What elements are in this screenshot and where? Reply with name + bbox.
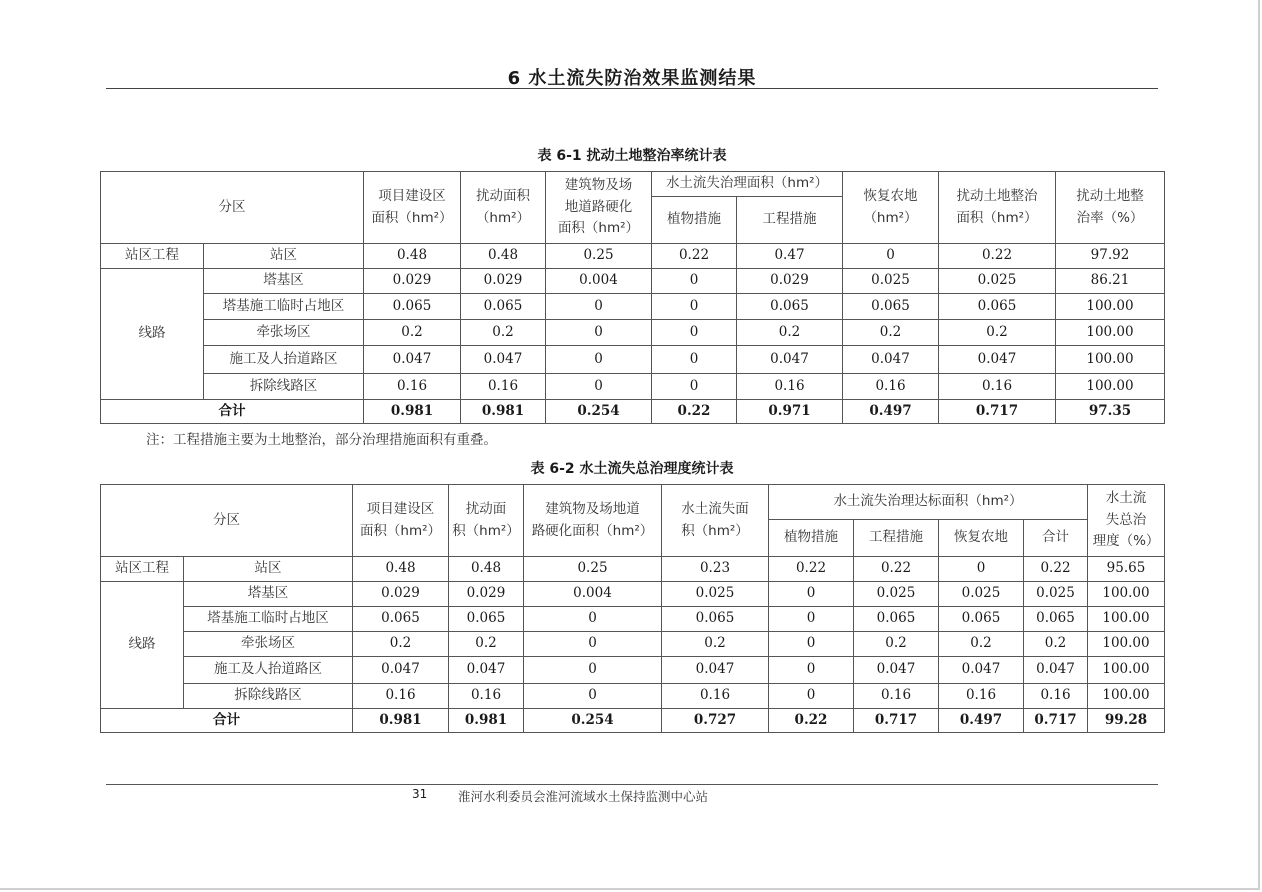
cell: 100.00 [1088, 632, 1165, 657]
cell: 0.981 [461, 400, 546, 424]
header-plant-measures: 植物措施 [652, 197, 737, 244]
cell: 0.16 [364, 374, 461, 400]
header-line: 治率（%） [1076, 209, 1144, 226]
zone-label: 站区 [184, 557, 353, 582]
header-line: 项目建设区 [366, 500, 435, 517]
zone-label: 拆除线路区 [204, 374, 364, 400]
header-line: 积（hm²） [681, 522, 749, 539]
cell: 0.48 [364, 244, 461, 269]
cell: 0 [769, 582, 854, 607]
cell: 0.22 [1024, 557, 1088, 582]
cell: 0.029 [449, 582, 524, 607]
cell: 0 [546, 320, 652, 346]
group-label-line: 线路 [101, 269, 204, 400]
cell: 0.16 [1024, 684, 1088, 709]
cell: 0.497 [843, 400, 939, 424]
cell: 0 [546, 294, 652, 320]
table-row [101, 607, 1165, 632]
cell: 0.047 [939, 346, 1056, 374]
header-line: 扰动面积 [476, 187, 530, 204]
cell: 0.2 [939, 320, 1056, 346]
table-row [101, 657, 1165, 684]
cell: 0 [546, 374, 652, 400]
header-line: 积（hm²） [452, 522, 520, 539]
cell: 100.00 [1056, 374, 1165, 400]
cell: 0.2 [662, 632, 769, 657]
table-total-row [101, 400, 1165, 424]
cell: 0 [769, 657, 854, 684]
cell: 0.047 [353, 657, 449, 684]
table2-caption: 表 6-2 水土流失总治理度统计表 [530, 461, 734, 477]
cell: 0.025 [854, 582, 939, 607]
header-line: 面积（hm²） [557, 220, 640, 237]
cell: 0.16 [854, 684, 939, 709]
cell: 0.47 [737, 244, 843, 269]
zone-label: 牵张场区 [184, 632, 353, 657]
cell: 0.065 [449, 607, 524, 632]
header-restored-farmland [843, 172, 939, 244]
header-divider [106, 88, 1158, 89]
cell: 0 [546, 346, 652, 374]
cell: 0 [524, 684, 662, 709]
cell: 0 [769, 607, 854, 632]
cell: 0.2 [939, 632, 1024, 657]
zone-label: 塔基施工临时占地区 [184, 607, 353, 632]
header-disturbed-area [449, 485, 524, 557]
cell: 0.029 [353, 582, 449, 607]
cell: 0.047 [364, 346, 461, 374]
cell: 0 [843, 244, 939, 269]
cell: 0.065 [461, 294, 546, 320]
cell: 0.16 [843, 374, 939, 400]
zone-label: 施工及人抬道路区 [184, 657, 353, 684]
cell: 0.065 [364, 294, 461, 320]
header-line: 面积（hm²） [956, 209, 1038, 226]
cell: 0 [652, 374, 737, 400]
cell: 0.065 [1024, 607, 1088, 632]
cell: 86.21 [1056, 269, 1165, 294]
header-control-area-group: 水土流失治理达标面积（hm²） [769, 485, 1088, 520]
cell: 0.22 [652, 400, 737, 424]
cell: 0.047 [449, 657, 524, 684]
cell: 0.2 [364, 320, 461, 346]
table-row [101, 582, 1165, 607]
cell: 97.35 [1056, 400, 1165, 424]
group-label-station: 站区工程 [101, 244, 204, 269]
header-zone: 分区 [101, 172, 364, 244]
table-row [101, 244, 1165, 269]
cell: 0.16 [662, 684, 769, 709]
cell: 100.00 [1056, 320, 1165, 346]
table-row [101, 269, 1165, 294]
cell: 0.047 [1024, 657, 1088, 684]
cell: 0 [939, 557, 1024, 582]
cell: 0.2 [353, 632, 449, 657]
cell: 100.00 [1056, 346, 1165, 374]
cell: 0 [652, 294, 737, 320]
cell: 0.971 [737, 400, 843, 424]
cell: 0.025 [939, 582, 1024, 607]
cell: 0.22 [769, 709, 854, 733]
cell: 97.92 [1056, 244, 1165, 269]
header-subtotal: 合计 [1024, 520, 1088, 557]
cell: 100.00 [1088, 582, 1165, 607]
header-total-control-degree [1088, 485, 1165, 557]
cell: 0.047 [843, 346, 939, 374]
zone-label: 拆除线路区 [184, 684, 353, 709]
header-line: 水土流失面 [681, 500, 749, 517]
cell: 0.004 [546, 269, 652, 294]
header-rectification-rate [1056, 172, 1165, 244]
table-row [101, 320, 1165, 346]
cell: 100.00 [1056, 294, 1165, 320]
cell: 100.00 [1088, 657, 1165, 684]
page-header-title: 6 水土流失防治效果监测结果 [507, 68, 757, 89]
cell: 0.047 [939, 657, 1024, 684]
cell: 0 [769, 684, 854, 709]
cell: 0.2 [449, 632, 524, 657]
table-row [101, 346, 1165, 374]
cell: 0.254 [546, 400, 652, 424]
cell: 0.047 [461, 346, 546, 374]
header-line: （hm²） [475, 209, 531, 226]
cell: 0.2 [843, 320, 939, 346]
header-building-hardened-area [524, 485, 662, 557]
table-total-row [101, 709, 1165, 733]
cell: 0.22 [939, 244, 1056, 269]
cell: 0.25 [546, 244, 652, 269]
cell: 0.025 [662, 582, 769, 607]
header-line: 扰动土地整 [1076, 187, 1144, 204]
footer-divider [106, 784, 1158, 785]
header-control-area-group: 水土流失治理面积（hm²） [652, 172, 843, 197]
cell: 0.047 [737, 346, 843, 374]
header-project-area [353, 485, 449, 557]
page-number: 31 [412, 787, 428, 801]
table-row [101, 294, 1165, 320]
header-line: 扰动面 [465, 500, 507, 517]
table1-note: 注：工程措施主要为土地整治，部分治理措施面积有重叠。 [146, 432, 497, 448]
cell: 0.2 [461, 320, 546, 346]
header-line: 理度（%） [1092, 533, 1160, 550]
cell: 0 [524, 607, 662, 632]
header-plant-measures: 植物措施 [769, 520, 854, 557]
zone-label: 施工及人抬道路区 [204, 346, 364, 374]
cell: 0.025 [843, 269, 939, 294]
table-row [101, 632, 1165, 657]
cell: 0.047 [662, 657, 769, 684]
cell: 0.25 [524, 557, 662, 582]
cell: 0.16 [939, 684, 1024, 709]
total-label: 合计 [101, 400, 364, 424]
header-engineering-measures: 工程措施 [854, 520, 939, 557]
table-row [101, 557, 1165, 582]
cell: 0.981 [364, 400, 461, 424]
header-line: 扰动土地整治 [956, 187, 1038, 204]
footer-organization: 淮河水利委员会淮河流域水土保持监测中心站 [458, 789, 709, 804]
cell: 0.497 [939, 709, 1024, 733]
cell: 0.004 [524, 582, 662, 607]
zone-label: 塔基施工临时占地区 [204, 294, 364, 320]
cell: 0.047 [854, 657, 939, 684]
cell: 0.717 [1024, 709, 1088, 733]
cell: 0.48 [449, 557, 524, 582]
cell: 0.16 [461, 374, 546, 400]
cell: 0.22 [854, 557, 939, 582]
table2-total-erosion-control [100, 484, 1165, 733]
cell: 100.00 [1088, 684, 1165, 709]
cell: 0.22 [652, 244, 737, 269]
header-zone: 分区 [101, 485, 353, 557]
cell: 0 [769, 632, 854, 657]
cell: 0.22 [769, 557, 854, 582]
header-line: 面积（hm²） [359, 522, 442, 539]
header-project-area [364, 172, 461, 244]
cell: 0.029 [364, 269, 461, 294]
table-row [101, 374, 1165, 400]
cell: 0.23 [662, 557, 769, 582]
cell: 0 [524, 632, 662, 657]
cell: 0.981 [353, 709, 449, 733]
header-engineering-measures: 工程措施 [737, 197, 843, 244]
total-label: 合计 [101, 709, 353, 733]
header-line: 水土流 [1105, 490, 1147, 507]
header-line: 恢复农地 [863, 187, 918, 204]
cell: 0.727 [662, 709, 769, 733]
cell: 0.48 [353, 557, 449, 582]
group-label-station: 站区工程 [101, 557, 184, 582]
header-line: 项目建设区 [378, 187, 446, 204]
cell: 0.717 [939, 400, 1056, 424]
cell: 0.16 [449, 684, 524, 709]
cell: 0.065 [939, 607, 1024, 632]
header-line: 失总治 [1105, 511, 1147, 528]
cell: 0.2 [1024, 632, 1088, 657]
zone-label: 站区 [204, 244, 364, 269]
zone-label: 牵张场区 [204, 320, 364, 346]
cell: 95.65 [1088, 557, 1165, 582]
cell: 0.065 [939, 294, 1056, 320]
table1-caption: 表 6-1 扰动土地整治率统计表 [537, 148, 727, 164]
cell: 0.254 [524, 709, 662, 733]
cell: 0.029 [461, 269, 546, 294]
cell: 0 [652, 320, 737, 346]
cell: 0.025 [1024, 582, 1088, 607]
cell: 0.065 [662, 607, 769, 632]
header-line: （hm²） [863, 209, 918, 226]
cell: 100.00 [1088, 607, 1165, 632]
cell: 0.065 [843, 294, 939, 320]
header-rectified-area [939, 172, 1056, 244]
cell: 0.2 [737, 320, 843, 346]
cell: 0.717 [854, 709, 939, 733]
header-line: 路硬化面积（hm²） [531, 522, 654, 539]
header-line: 建筑物及场地道 [545, 500, 640, 517]
cell: 0.48 [461, 244, 546, 269]
header-restored-farmland: 恢复农地 [939, 520, 1024, 557]
header-disturbed-area [461, 172, 546, 244]
cell: 0.16 [353, 684, 449, 709]
cell: 0 [652, 346, 737, 374]
group-label-line: 线路 [101, 582, 184, 709]
header-erosion-area [662, 485, 769, 557]
zone-label: 塔基区 [204, 269, 364, 294]
header-line: 建筑物及场 [564, 177, 633, 194]
cell: 0.065 [353, 607, 449, 632]
header-line: 面积（hm²） [371, 209, 453, 226]
table-row [101, 684, 1165, 709]
cell: 0.16 [737, 374, 843, 400]
header-building-hardened-area [546, 172, 652, 244]
cell: 0 [524, 657, 662, 684]
header-line: 地道路硬化 [564, 198, 633, 215]
cell: 0.2 [854, 632, 939, 657]
table1-disturbed-land-rectification [100, 171, 1165, 424]
cell: 99.28 [1088, 709, 1165, 733]
zone-label: 塔基区 [184, 582, 353, 607]
cell: 0.981 [449, 709, 524, 733]
cell: 0.025 [939, 269, 1056, 294]
cell: 0.065 [737, 294, 843, 320]
cell: 0 [652, 269, 737, 294]
cell: 0.029 [737, 269, 843, 294]
cell: 0.16 [939, 374, 1056, 400]
cell: 0.065 [854, 607, 939, 632]
